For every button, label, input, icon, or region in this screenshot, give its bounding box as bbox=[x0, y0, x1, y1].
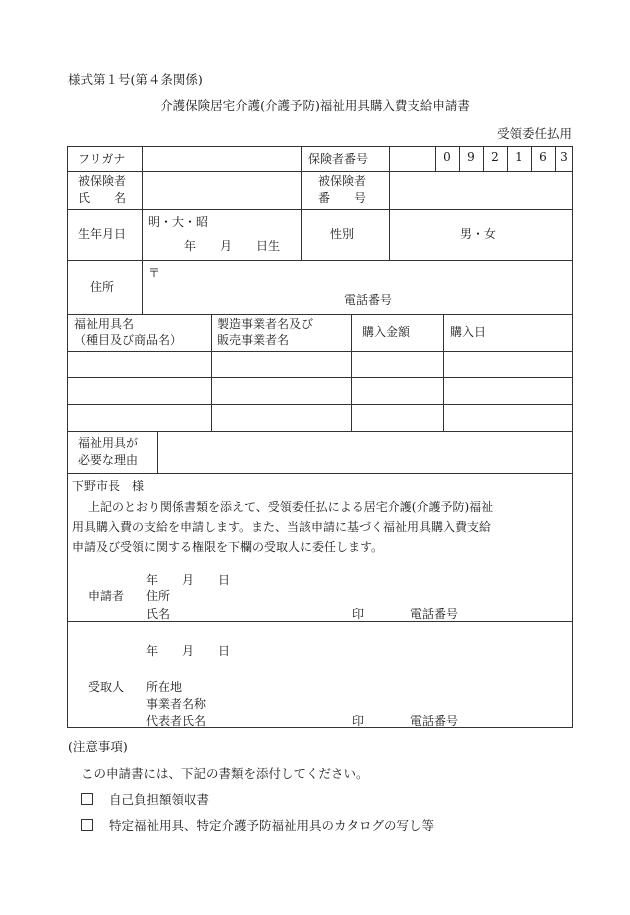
statement-line: 申請及び受領に関する権限を下欄の受取人に委任します。 bbox=[72, 540, 384, 554]
statement-line: 上記のとおり関係書類を添えて、受領委任払による居宅介護(介護予防)福祉 bbox=[88, 500, 494, 514]
reason-label: 福祉用具が bbox=[78, 436, 139, 450]
statement-line: 用具購入費の支給を申請します。また、当該申請に基づく福祉用具購入費支給 bbox=[72, 520, 492, 534]
insured-number-label: 番 号 bbox=[318, 191, 367, 205]
application-date-format: 年 月 日 bbox=[146, 573, 231, 587]
era-options: 明・大・昭 bbox=[148, 215, 209, 229]
equipment-name-header: 福祉用具名 bbox=[74, 317, 135, 331]
payment-type-label: 受領委任払用 bbox=[496, 126, 572, 141]
purchase-date-header: 購入日 bbox=[450, 325, 487, 339]
birthdate-format: 年 月 日生 bbox=[184, 239, 281, 253]
notes-body: この申請書には、下記の書類を添付してください。 bbox=[81, 766, 369, 781]
insurer-digit: 3 bbox=[560, 150, 568, 164]
attachment-item bbox=[81, 790, 209, 808]
phone-label: 電話番号 bbox=[344, 293, 393, 307]
checkbox-icon bbox=[81, 819, 93, 831]
insurer-number-label: 保険者番号 bbox=[308, 152, 369, 166]
recipient-phone-label: 電話番号 bbox=[410, 714, 459, 728]
insurer-digit: 6 bbox=[539, 150, 547, 164]
applicant-phone-label: 電話番号 bbox=[410, 607, 459, 621]
document-title: 介護保険居宅介護(介護予防)福祉用具購入費支給申請書 bbox=[160, 98, 470, 113]
insured-number-label: 被保険者 bbox=[318, 174, 367, 188]
birthdate-label: 生年月日 bbox=[78, 227, 127, 241]
attachment-text: 特定福祉用具、特定介護予防福祉用具のカタログの写し等 bbox=[109, 818, 435, 833]
representative-label: 代表者氏名 bbox=[146, 714, 207, 728]
furigana-label: フリガナ bbox=[78, 152, 126, 166]
gender-label: 性別 bbox=[330, 227, 355, 241]
checkbox-icon bbox=[81, 793, 93, 805]
recipient-location-label: 所在地 bbox=[146, 680, 183, 694]
applicant-address-label: 住所 bbox=[146, 589, 171, 603]
notes-heading: (注意事項) bbox=[68, 739, 128, 754]
insured-name-label: 被保険者 bbox=[78, 174, 127, 188]
insurer-digit: 1 bbox=[515, 150, 523, 164]
applicant-seal: 印 bbox=[352, 607, 365, 621]
applicant-label: 申請者 bbox=[88, 589, 125, 603]
maker-header: 製造事業者名及び bbox=[217, 317, 314, 331]
recipient-seal: 印 bbox=[352, 714, 365, 728]
postal-mark: 〒 bbox=[148, 266, 161, 280]
application-form bbox=[67, 146, 573, 728]
business-name-label: 事業者名称 bbox=[146, 697, 207, 711]
recipient-date-format: 年 月 日 bbox=[146, 644, 231, 658]
insured-name-label: 氏 名 bbox=[78, 191, 127, 205]
amount-header: 購入金額 bbox=[362, 325, 411, 339]
addressee: 下野市長 様 bbox=[72, 479, 145, 493]
address-label: 住所 bbox=[90, 280, 115, 294]
insurer-digit: 0 bbox=[443, 150, 451, 164]
insurer-digit: 2 bbox=[491, 150, 499, 164]
gender-options: 男・女 bbox=[460, 227, 497, 241]
attachment-item bbox=[81, 816, 434, 834]
attachment-text: 自己負担額領収書 bbox=[109, 792, 210, 807]
reason-label: 必要な理由 bbox=[78, 453, 139, 467]
form-number: 様式第１号(第４条関係) bbox=[68, 72, 203, 87]
recipient-label: 受取人 bbox=[88, 680, 125, 694]
insurer-digit: 9 bbox=[467, 150, 475, 164]
maker-subheader: 販売事業者名 bbox=[217, 333, 290, 347]
equipment-name-subheader: （種目及び商品名） bbox=[74, 333, 183, 347]
applicant-name-label: 氏名 bbox=[146, 607, 171, 621]
